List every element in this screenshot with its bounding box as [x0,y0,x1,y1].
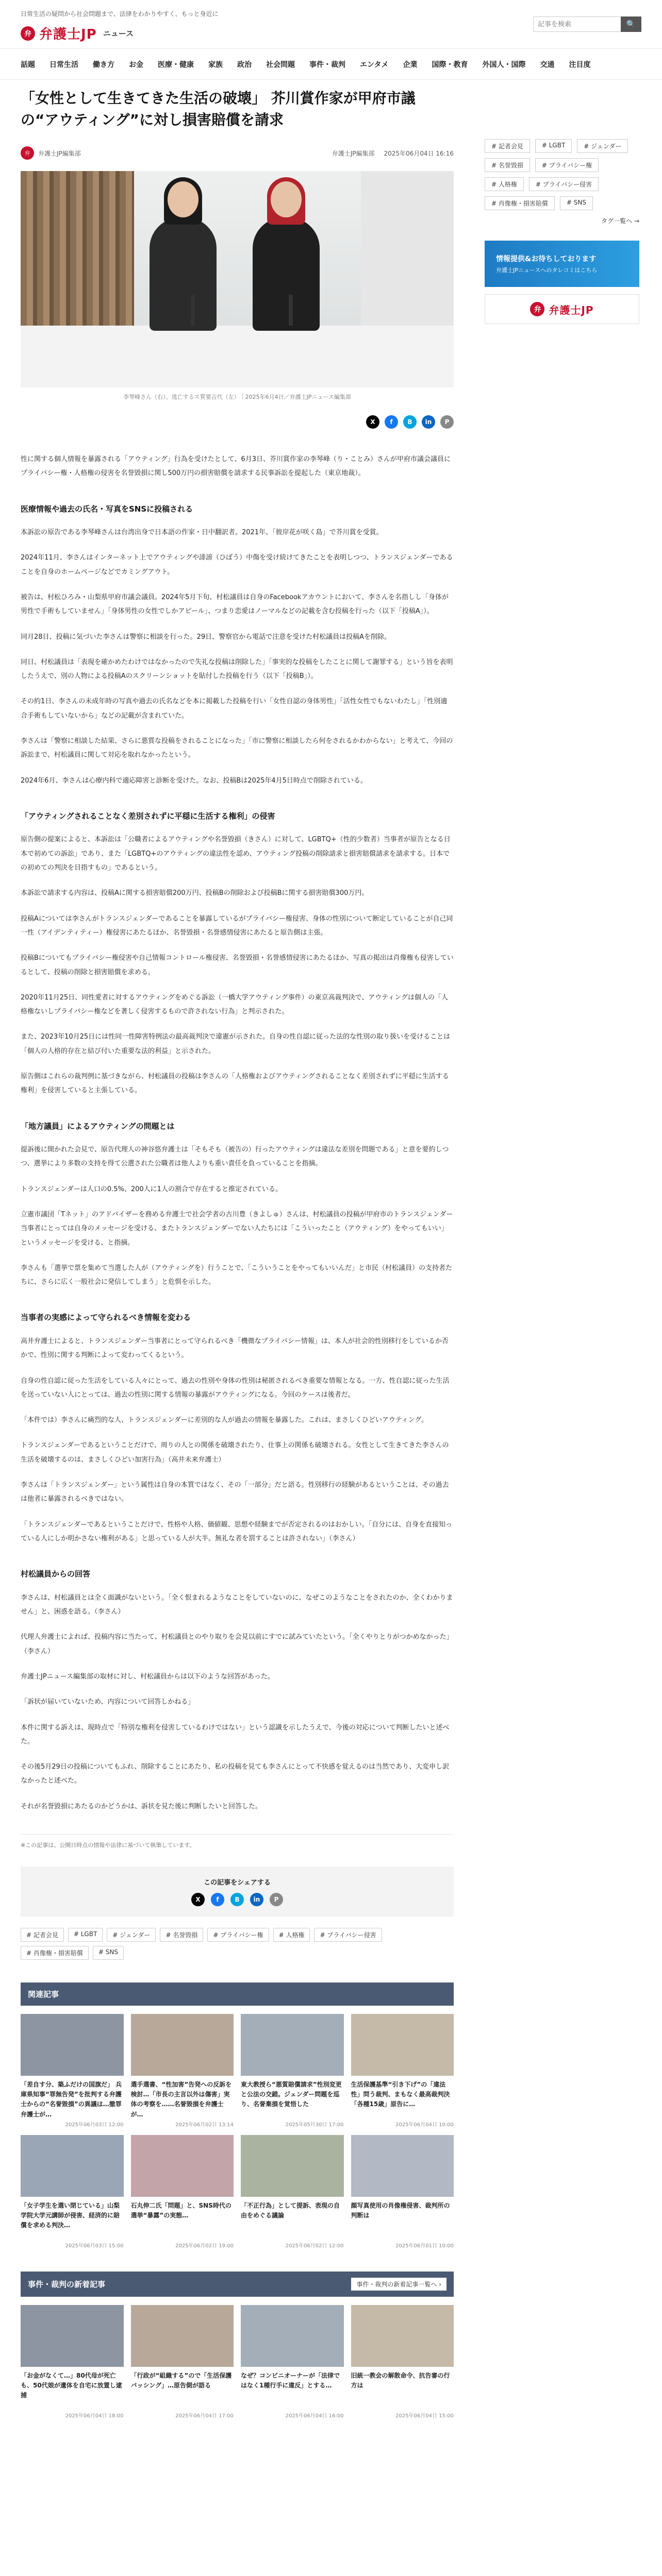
sidebar-tag[interactable]: # ジェンダー [577,139,628,153]
article-paragraph: 2024年11月、李さんはインターネット上でアウティングや誹謗（ひぼう）中傷を受け続けてきたことを表明しつつ、トランスジェンダーであることを自身のホームページなどでカミングアウト。 [21,554,453,576]
article-paragraph: 同月28日、投稿に気づいた李さんは警察に相談を行った。29日、警察官から電話で注意を受けた村松議員は投稿Aを削除。 [21,633,391,641]
search-form [533,16,641,32]
article-paragraph: 原告側の提案によると、本訴訟は「公職者によるアウティングや名誉毀損（きさん）に対して、LGBTQ+（性的少数者）当事者が原告となる日本で初めての訴訟」であり、また「LGBTQ+のアウティングの違法性を認め、アウティング投稿の削除請求と損害賠償請求を請求する。日本での初めての判決を目指すもの」であるという。 [21,836,451,872]
card-title: 旧統一教会の解散命令、抗告審の行方は [351,2372,450,2389]
nav-item[interactable]: 日常生活 [49,60,78,69]
card-thumbnail [241,2305,344,2367]
hero-image [21,171,454,387]
card-title: 「不正行為」として提訴、表現の自由をめぐる議論 [241,2202,340,2219]
card-thumbnail [131,2014,234,2076]
article-tag[interactable]: # プライバシー権 [207,1928,269,1942]
card-thumbnail [131,2135,234,2197]
card-title: 石丸伸二氏「問題」と、SNS時代の選挙“暴露”の実態… [130,2202,231,2219]
sidebar-tag[interactable]: # プライバシー権 [535,158,599,172]
article-paragraph: 原告側はこれらの裁判例に基づきながら、村松議員の投稿は李さんの「人格権およびアウティングされることなく差別されずに平穏に生活する権利」を侵害していると主張している。 [21,1073,449,1095]
card-date: 2025年06月04日 17:00 [175,2413,234,2419]
related-header [21,1982,454,2006]
news-card[interactable] [21,2305,124,2419]
section-heading: 当事者の実感によって守られるべき情報を変わる [21,1313,191,1323]
news-card[interactable] [241,2014,344,2128]
nav-item[interactable]: 医療・健康 [158,60,194,69]
article-tags [21,1928,454,1960]
publish-date: 2025年06月04日 16:16 [384,149,454,157]
section-heading: 「地方議員」によるアウティングの問題とは [21,1121,175,1131]
article-paragraph: 本訴訟で請求する内容は、投稿Aに関する損害賠償200万円、投稿Bの削除および投稿Bに関する損害賠償300万円。 [21,889,369,897]
hatena-share-icon[interactable]: B [403,415,417,429]
search-button[interactable] [621,16,641,32]
article-tag[interactable]: # 記者会見 [21,1928,64,1942]
section-heading: 医療情報や過去の氏名・写真をSNSに投稿される [21,504,193,514]
related-heading: 関連記事 [28,1990,59,1999]
facebook-share-icon[interactable]: f [211,1893,224,1906]
author-avatar: 弁 [21,146,34,160]
search-icon: 🔍 [626,20,636,29]
hatena-share-icon[interactable]: B [230,1893,244,1906]
card-title: 東大教授ら“悪質賠償請求”性別変更と公法の交錯。ジェンダー問題を巡り、名誉棄損を覚悟した [241,2081,342,2108]
card-date: 2025年06月02日 12:00 [285,2243,344,2249]
sidebar-tag[interactable]: # 名誉毀損 [485,158,530,172]
nav-item[interactable]: 働き方 [93,60,114,69]
linkedin-share-icon[interactable]: in [422,415,435,429]
author[interactable] [21,146,81,160]
news-card[interactable] [131,2305,234,2419]
card-date: 2025年06月04日 16:00 [285,2413,344,2419]
card-date: 2025年06月02日 19:00 [175,2243,234,2249]
nav-item[interactable]: 事件・裁判 [309,60,345,69]
tip-banner[interactable] [485,241,639,287]
article-paragraph: 被告は、村松ひろみ・山梨県甲府市議会議員。2024年5月下旬、村松議員は自身のFacebookアカウントにおいて、李さんを名指しし「身体が男性で手術もしていません」「身体男性の女性でしかアピール」、つまり恋愛はノーマルなどの記載を含む投稿を行った（以下「投稿A」）。 [21,593,449,616]
byline: 弁護士JP編集部 [332,149,375,157]
card-title: 顔写真使用の肖像権侵害、裁判所の判断は [351,2202,450,2219]
news-card[interactable] [131,2014,234,2128]
article-paragraph: 高井弁護士によると、トランスジェンダー当事者にとって守られるべき「機微なプライバシー情報」は、本人が社会的性別移行をしているか否かで、性別に関する判断によって変わってくるという。 [21,1337,449,1360]
news-card[interactable] [241,2135,344,2249]
card-thumbnail [21,2305,124,2367]
article-paragraph: 2020年11月25日、同性愛者に対するアウティングをめぐる訴訟（一橋大学アウティング事件）の東京高裁判決で、アウティングは個人の「人格権ないしプライバシー権などを著しく侵害するもので許されない行為」と判示された。 [21,993,449,1016]
article-paragraph: 2024年6月、李さんは心療内科で適応障害と診断を受けた。なお、投稿Bは2025年4月5日時点で削除されている。 [21,776,367,785]
pocket-share-icon[interactable]: P [440,415,454,429]
nav-item[interactable]: 話題 [21,60,35,69]
article-paragraph: 本訴訟の原告である李琴峰さんは台湾出身で日本語の作家・日中翻訳者。2021年、「彼岸花が咲く島」で芥川賞を受賞。 [21,529,383,537]
incidents-header [21,2272,454,2297]
linkedin-share-icon[interactable]: in [250,1893,263,1906]
card-title: 「差自す分、築ふだけの国旗だ」 兵庫県知事“罪無告発”を批判する弁護士からの“名誉毀損”の異議は…撤罪弁護士が… [21,2081,122,2118]
sidebar-tag[interactable]: # 肖像権・損害賠償 [485,196,555,210]
card-thumbnail [241,2135,344,2197]
news-card[interactable] [241,2305,344,2419]
article-paragraph: 投稿Aについては李さんがトランスジェンダーであることを暴露しているがプライバシー権侵害、身体の性別について断定していることが自己同一性（アイデンティティー）権侵害にあたるほか、名誉毀損・名誉感情侵害にあたると原告側は主張。 [21,914,453,937]
nav-item[interactable]: 企業 [403,60,418,69]
author-name: 弁護士JP編集部 [38,149,81,157]
logo-sub: ニュース [103,29,134,38]
card-thumbnail [351,2014,454,2076]
article-tag[interactable]: # SNS [93,1946,124,1960]
card-thumbnail [21,2014,124,2076]
x-share-icon[interactable]: X [366,415,379,429]
share-row-top [21,415,454,429]
article-tag[interactable]: # プライバシー侵害 [314,1928,382,1942]
article-paragraph: その後5月29日の投稿についてもふれ、削除することにあたり、私の投稿を見ても李さんにとって不快感を覚えるのは当然であり、大変申し訳なかったと述べた。 [21,1763,450,1785]
article-tag[interactable]: # 名誉毀損 [160,1928,203,1942]
article-tag[interactable]: # ジェンダー [107,1928,156,1942]
article-paragraph: 立憲市議団「Tネット」のアドバイザーを務める弁護士で社会学者の古川豊（きよしゅ）さんは、村松議員の投稿が甲府市のトランスジェンダー当事者にとっては自身のメッセージを受ける、またトランスジェンダーでない人たちには「こういったこと（アウティング）をやってもいい」というメッセージを受ける、と指摘。 [21,1211,453,1247]
bengoshi-banner[interactable] [485,294,639,324]
card-title: 選手選書、“性加害”告発への反訴を検討…「市長の主言以外は傷害」実体の考察を……名誉毀損を弁護士が… [130,2081,232,2118]
logo-text: 弁護士JP [39,27,97,42]
article-paragraph: 提訴後に開かれた会見で、原告代理人の神谷悠弁護士は「そもそも（被告の）行ったアウティングは違法な差別を問題である」と意を要約しつつ、選挙により多数の支持を得て公選された公職者は他人よりも重い責任を負っていることを指摘。 [21,1146,449,1168]
article-paragraph: 李さんは「警察に相談した結果、さらに悪質な投稿をされることになった」「市に警察に相談したら何をされるかわからない」と考えて、今回の訴訟まで、村松議員に関して対応を取れなかったという。 [21,737,453,759]
card-title: 「女子学生を選い閉じている」山梨学院大学元講師が侵害、経済的に賠償を求める判決… [21,2202,120,2229]
article-paragraph: 本件に関する訴えは、現時点で「特別な権利を侵害しているわけではない」という認識を示したうえで、今後の対応について判断したいと述べた。 [21,1723,450,1745]
card-thumbnail [351,2305,454,2367]
sidebar-tag[interactable]: # 記者会見 [485,139,530,153]
card-date: 2025年06月04日 15:00 [395,2413,454,2419]
share-box [21,1867,454,1917]
card-thumbnail [241,2014,344,2076]
nav-item[interactable]: エンタメ [360,60,389,69]
logo-mark: 弁 [21,26,35,41]
news-card[interactable] [351,2014,454,2128]
related-grid [21,2014,454,2249]
site-logo[interactable] [21,24,134,43]
sidebar-tag[interactable]: # 人格権 [485,177,524,191]
card-title: 「お金がなくて…」80代母が死亡も、50代娘が遺体を自宅に放置し逮捕 [21,2372,122,2399]
site-header [0,0,662,49]
card-title: なぜ？コンビニオーナーが「法律ではなく1種行手に違反」とする… [241,2372,340,2389]
card-date: 2025年06月03日 12:00 [65,2122,124,2128]
main-nav [0,49,662,80]
nav-item[interactable]: お金 [129,60,143,69]
card-thumbnail [131,2305,234,2367]
x-share-icon[interactable]: X [191,1893,205,1906]
article-note: ※この記事は、公開日時点の情報や法律に基づいて執筆しています。 [21,1834,454,1849]
search-input[interactable] [533,16,621,32]
article-paragraph: その約1日、李さんの未成年時の写真や過去の氏名などを本に掲載した投稿を行い「女性自認の身体男性」「活性女性でもないわたし」「性別適合手術もしていないから」などの記載が含まれていた。 [21,698,448,720]
article-paragraph: 性に関する個人情報を暴露される「アウティング」行為を受けたとして、6月3日、芥川賞作家の李琴峰（り・ことみ）さんが甲府市議会議員にプライバシー権・人格権の侵害を名誉毀損に関し500万円の損害賠償を請求する民事訴訟を提起した（東京地裁）。 [21,455,451,478]
article-paragraph: 同日、村松議員は「表現を確かめたわけではなかったので失礼な投稿は削除した」「事実的な投稿をしたことに関して謝罪する」という旨を表明したうえで、別の人物による投稿Aのスクリーンショットを貼付した投稿を行う（以下「投稿B」）。 [21,658,453,681]
card-thumbnail [21,2135,124,2197]
card-thumbnail [351,2135,454,2197]
news-card[interactable] [21,2135,124,2249]
article-paragraph: 李さんは「トランスジェンダー」という属性は自身の本質ではなく、その「一部分」だと語る。性別移行の経験があるということは、その過去は他者に暴露されるべきではない。 [21,1481,449,1503]
article-paragraph: 「本件では）李さんに痛烈的な人、トランスジェンダーに差別的な人が過去の情報を暴露した。これは、まさしくひどいアウティング。 [21,1416,428,1425]
section-heading: 「アウティングされることなく差別されずに平穏に生活する権利」の侵害 [21,811,275,821]
facebook-share-icon[interactable]: f [385,415,398,429]
nav-item[interactable]: 政治 [237,60,252,69]
article-tag[interactable]: # LGBT [68,1928,103,1942]
tip-banner-sub: 弁護士JPニュースへのタレコミはこちら [496,267,598,274]
card-date: 2025年05月30日 17:00 [285,2122,344,2128]
nav-item[interactable]: 外国人・国際 [482,60,526,69]
pocket-share-icon[interactable]: P [270,1893,283,1906]
card-title: 「行政が“組織する”ので「生活保護バッシング」…原告側が語る [130,2372,232,2389]
card-date: 2025年06月01日 10:00 [395,2243,454,2249]
article-tag[interactable]: # 人格権 [273,1928,310,1942]
incidents-heading: 事件・裁判の新着記事 [28,2280,106,2290]
sidebar-tag[interactable]: # LGBT [535,139,572,153]
banner-logo-mark: 弁 [530,302,544,316]
nav-item[interactable]: 家族 [208,60,223,69]
article-paragraph: 李さんも「選挙で票を集めて当選した人が（アウティングを）行うことで、「こういうことをやってもいいんだ」と市民（村松議員）の支持者たちに、さらに広く一般社会に発信してしまう」と危惧を示した。 [21,1264,452,1286]
sidebar-tag[interactable]: # SNS [560,196,593,210]
article-tag[interactable]: # 肖像権・損害賠償 [21,1946,89,1960]
card-date: 2025年06月04日 10:00 [395,2122,454,2128]
share-label: この記事をシェアする [204,1879,271,1887]
article-title: 「女性として生きてきた生活の破壊」 芥川賞作家が甲府市議の“アウティング”に対し損害賠償を請求 [21,90,416,128]
news-card[interactable] [21,2014,124,2128]
news-card[interactable] [351,2135,454,2249]
news-card[interactable] [351,2305,454,2419]
card-title: 生活保護基準“引き下げ”の「違法性」問う裁判、まもなく最高裁判決「各種15歳」原告に… [351,2081,450,2108]
sidebar-tag[interactable]: # プライバシー侵害 [529,177,599,191]
article-paragraph: それが名誉毀損にあたるのかどうかは、訴状を見た後に判断したいと回答した。 [21,1802,262,1810]
article-paragraph: 自身の性自認に従った生活をしている人々にとって、過去の性別や身体の性別は秘匿されるべき重要な情報となる。一方、性自認に従った生活を送っていない人にとっては、過去の性別に関する情報の暴露がアウティングになる。今回のケースは後者だ。 [21,1377,450,1399]
article-main [21,88,454,2419]
nav-item[interactable]: 注目度 [569,60,591,69]
article-paragraph: トランスジェンダーは人口の0.5%、200人に1人の割合で存在すると推定されている。 [21,1185,282,1193]
nav-item[interactable]: 交通 [540,60,555,69]
sidebar [485,139,639,324]
nav-item[interactable]: 国際・教育 [432,60,468,69]
article-body [21,452,454,1814]
tip-banner-title: 情報提供&お待ちしております [496,255,597,263]
article-paragraph: 代理人弁護士によれば、投稿内容に当たって、村松議員とのやり取りを会見以前にすでに試みていたという。「全くやりとりがつかめなかった」（李さん） [21,1633,453,1655]
card-date: 2025年06月04日 18:00 [65,2413,124,2419]
card-date: 2025年06月02日 13:14 [175,2122,234,2128]
section-heading: 村松議員からの回答 [21,1569,91,1579]
article-paragraph: 弁護士JPニュース編集部の取材に対し、村松議員からは以下のような回答があった。 [21,1672,274,1681]
banner-logo-text: 弁護士JP [549,303,594,316]
article-paragraph: トランスジェンダーであるということだけで、周りの人との関係を破壊されたり、仕事上の関係も破壊される。女性として生きてきた李さんの生活を破壊するのは、まさしくひどい加害行為」（高井未来弁護士） [21,1442,449,1464]
article-paragraph: 「トランスジェンダーであるということだけで、性格や人格、価値観、思想や経験までが否定されるのはおかしい。「自分には、自身を直接知っている人にしか明かさない権利がある」と思っている人が大半。無礼な者を罰することは許されない」（李さん） [21,1520,453,1543]
hero-caption: 李琴峰さん（右）、逃亡するス質要吉代（左）｜2025年6月4日／弁護士JPニュース編集部 [123,394,351,400]
article-paragraph: また、2023年10月25日には性同一性障害特例法の最高裁判決で違憲が示された。自身の性自認に従った法的な性別の取り扱いを受けることは「個人の人格的存在と結び付いた重要な法的利益」と示された。 [21,1033,451,1055]
card-date: 2025年06月03日 15:00 [65,2243,124,2249]
site-tagline: 日常生活の疑問から社会問題まで、法律をわかりやすく、もっと身近に [21,10,219,18]
article-paragraph: 李さんは、村松議員とは全く面識がないという。「全く恨まれるようなことをしていないのに、なぜこのようなことをされたのか、全くわかりません」と、困惑を語る。（李さん） [21,1594,453,1616]
news-card[interactable] [131,2135,234,2249]
nav-item[interactable]: 社会問題 [266,60,295,69]
incidents-more-link[interactable]: 事件・裁判の新着記事一覧へ › [351,2278,446,2291]
article-meta [21,145,454,161]
tag-list-link[interactable]: タグ一覧へ → [601,217,639,225]
incidents-grid [21,2305,454,2419]
article-paragraph: 「訴状が届いていないため、内容について回答しかねる」 [21,1698,195,1706]
article-paragraph: 投稿Bについてもプライバシー権侵害や自己情報コントロール権侵害、名誉毀損・名誉感情侵害にあたるほか、写真の掲出は肖像権も侵害しているとして、投稿の削除と損害賠償を求める。 [21,954,454,976]
